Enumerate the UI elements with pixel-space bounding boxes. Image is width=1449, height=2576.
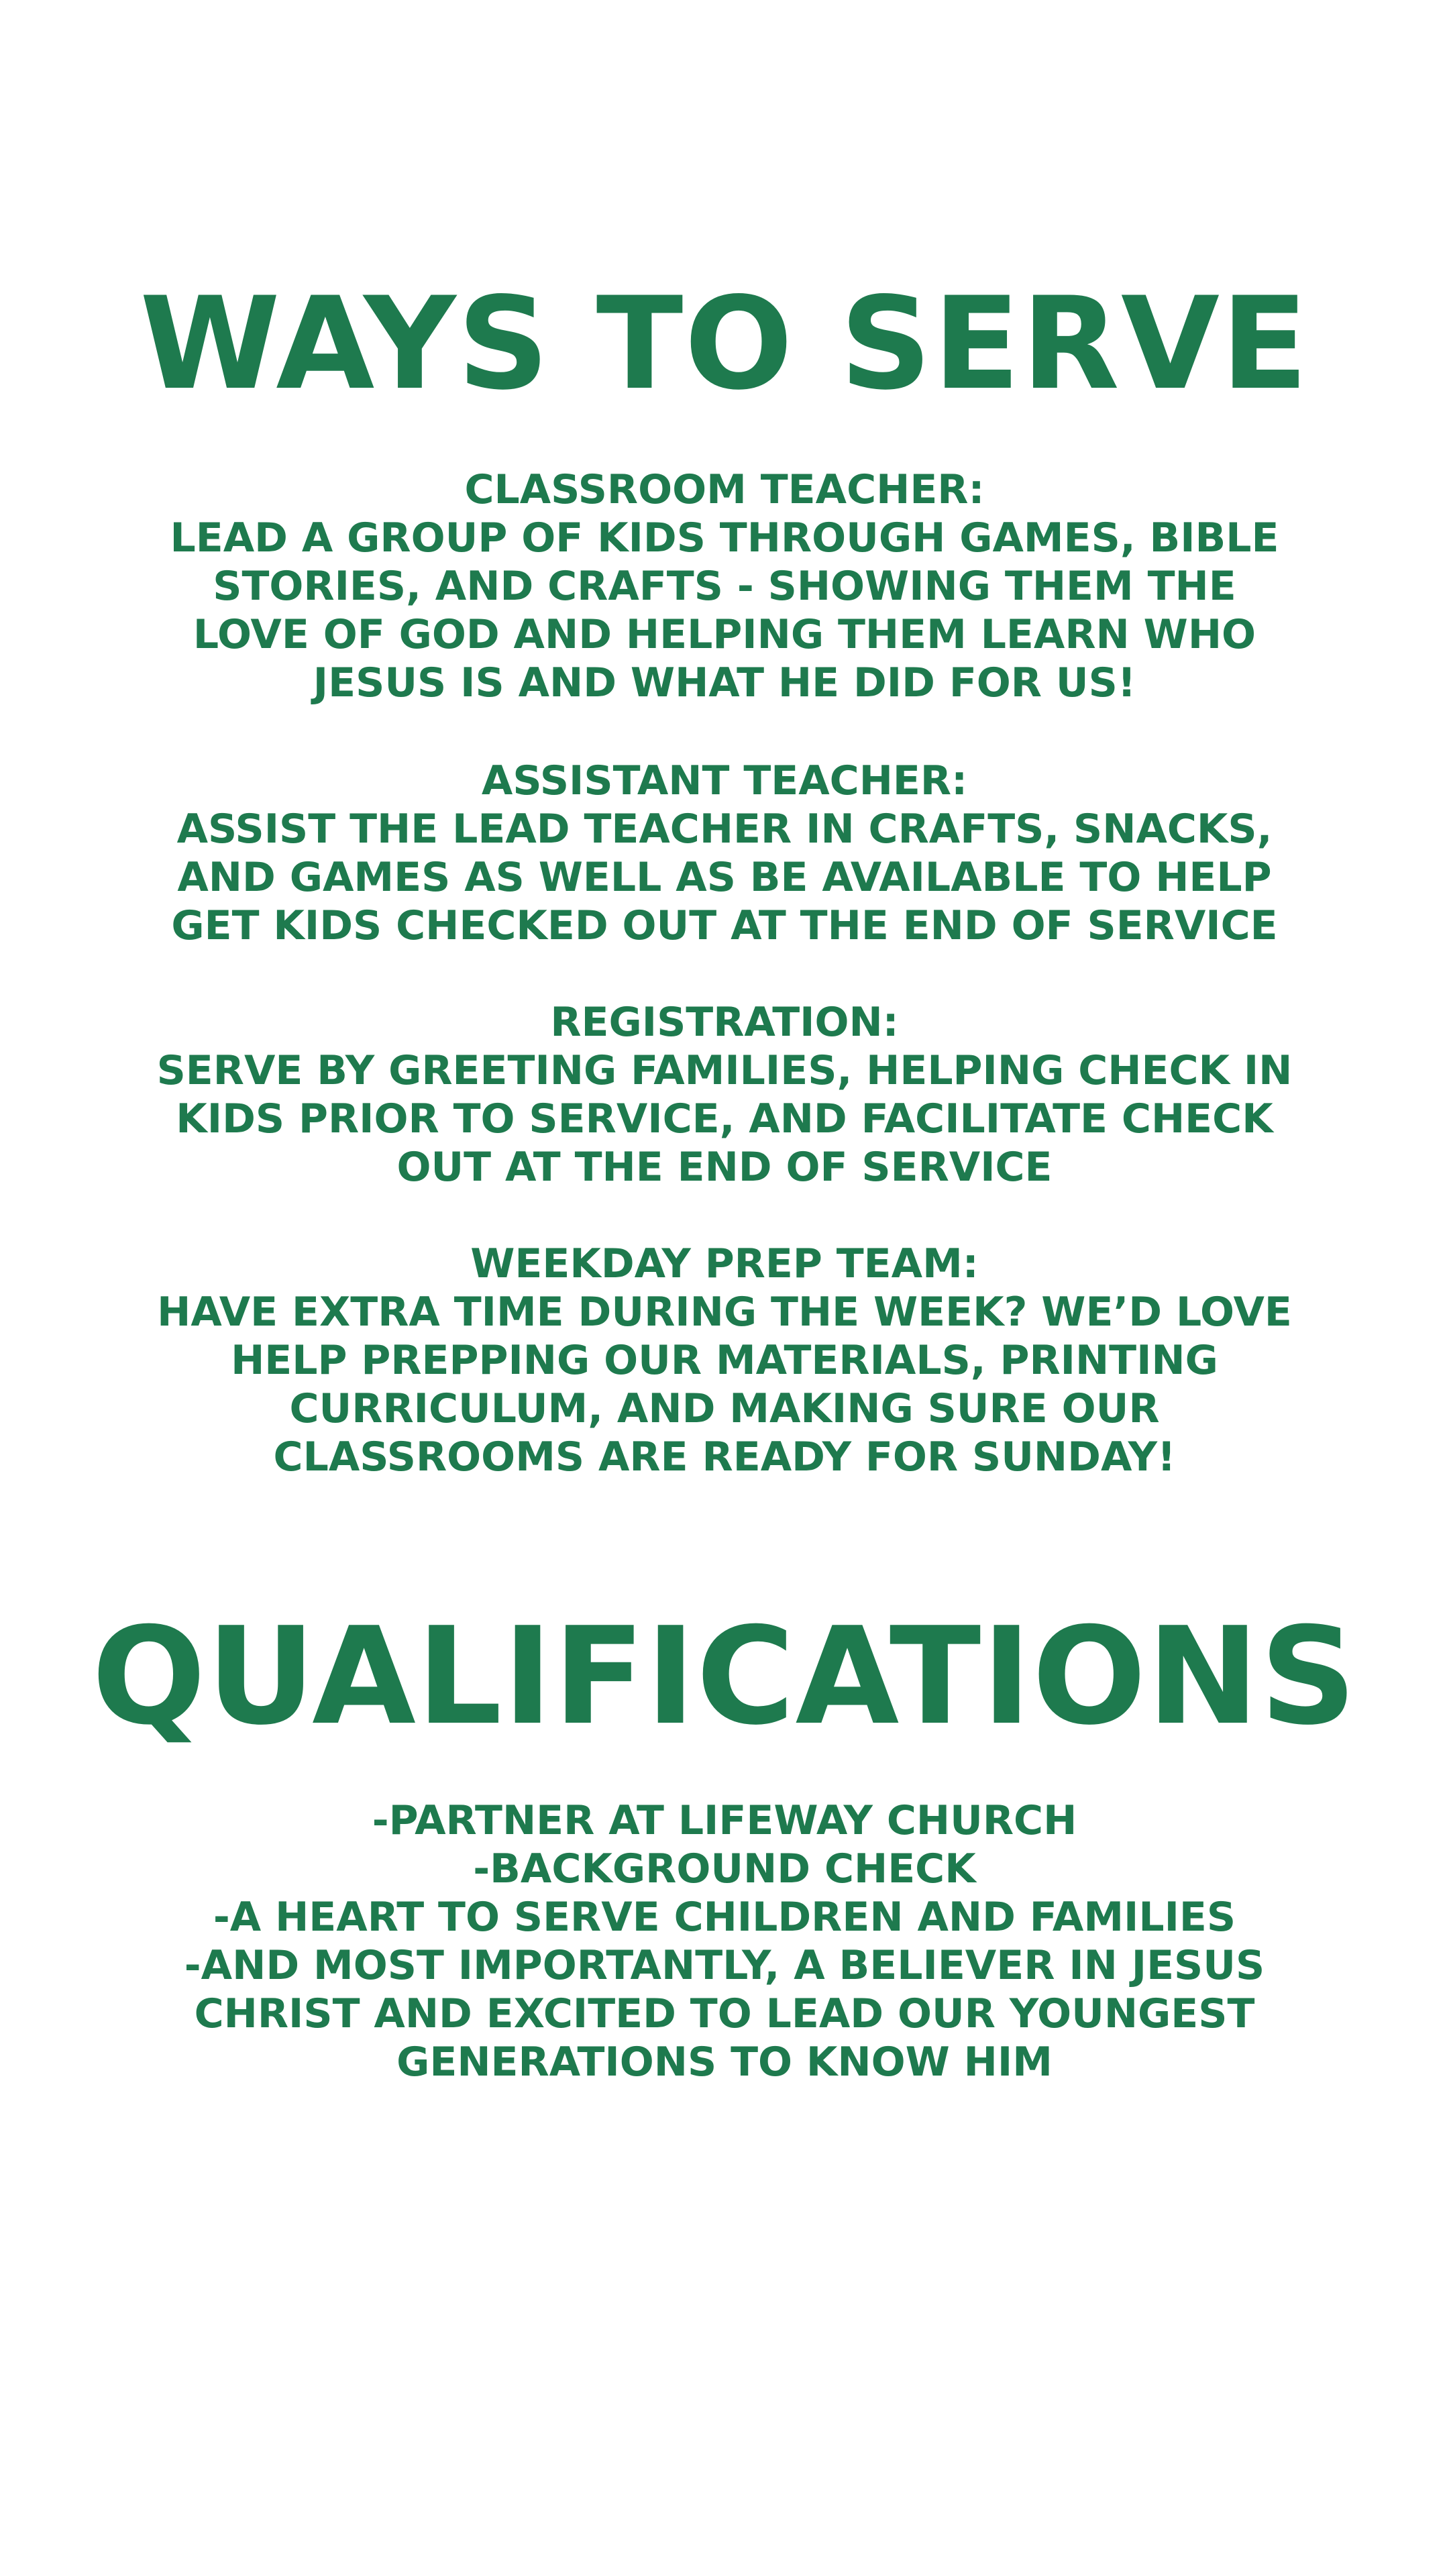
qualification-item: CHRIST AND EXCITED TO LEAD OUR YOUNGEST xyxy=(194,1990,1255,2037)
qualification-item: -A HEART TO SERVE CHILDREN AND FAMILIES xyxy=(213,1894,1236,1941)
role-description-line: ASSIST THE LEAD TEACHER IN CRAFTS, SNACKS, xyxy=(176,806,1273,853)
qualification-item: -BACKGROUND CHECK xyxy=(473,1845,976,1892)
role-title: WEEKDAY PREP TEAM: xyxy=(470,1240,979,1287)
role-classroom-teacher xyxy=(0,466,1449,707)
role-weekday-prep-team xyxy=(0,1240,1449,1481)
role-description-line: GET KIDS CHECKED OUT AT THE END OF SERVICE xyxy=(171,902,1278,949)
role-description-line: AND GAMES AS WELL AS BE AVAILABLE TO HELP xyxy=(177,854,1272,901)
role-description-line: CURRICULUM, AND MAKING SURE OUR xyxy=(289,1385,1160,1432)
role-description-line: HAVE EXTRA TIME DURING THE WEEK? WE’D LOVE xyxy=(157,1289,1292,1336)
qualification-item: GENERATIONS TO KNOW HIM xyxy=(396,2039,1053,2086)
role-title: ASSISTANT TEACHER: xyxy=(481,757,968,804)
ways-to-serve-heading: WAYS TO SERVE xyxy=(140,270,1309,418)
role-title: REGISTRATION: xyxy=(550,999,899,1046)
role-title: CLASSROOM TEACHER: xyxy=(464,466,985,513)
role-description-line: KIDS PRIOR TO SERVICE, AND FACILITATE CHECK xyxy=(176,1095,1273,1142)
qualifications-heading: QUALIFICATIONS xyxy=(91,1599,1358,1755)
role-description-line: LEAD A GROUP OF KIDS THROUGH GAMES, BIBLE xyxy=(170,515,1279,561)
role-description-line: OUT AT THE END OF SERVICE xyxy=(396,1144,1053,1191)
role-registration xyxy=(0,998,1449,1191)
qualifications-list xyxy=(0,1796,1449,2086)
qualification-item: -PARTNER AT LIFEWAY CHURCH xyxy=(372,1797,1077,1844)
role-description-line: JESUS IS AND WHAT HE DID FOR US! xyxy=(313,659,1136,706)
role-description-line: STORIES, AND CRAFTS - SHOWING THEM THE xyxy=(213,563,1236,610)
role-description-line: LOVE OF GOD AND HELPING THEM LEARN WHO xyxy=(193,611,1256,658)
role-description-line: CLASSROOMS ARE READY FOR SUNDAY! xyxy=(273,1434,1176,1481)
role-assistant-teacher xyxy=(0,757,1449,950)
role-description-line: HELP PREPPING OUR MATERIALS, PRINTING xyxy=(231,1337,1218,1384)
qualification-item: -AND MOST IMPORTANTLY, A BELIEVER IN JESUS xyxy=(184,1942,1265,1989)
role-description-line: SERVE BY GREETING FAMILIES, HELPING CHECK IN xyxy=(156,1047,1293,1094)
